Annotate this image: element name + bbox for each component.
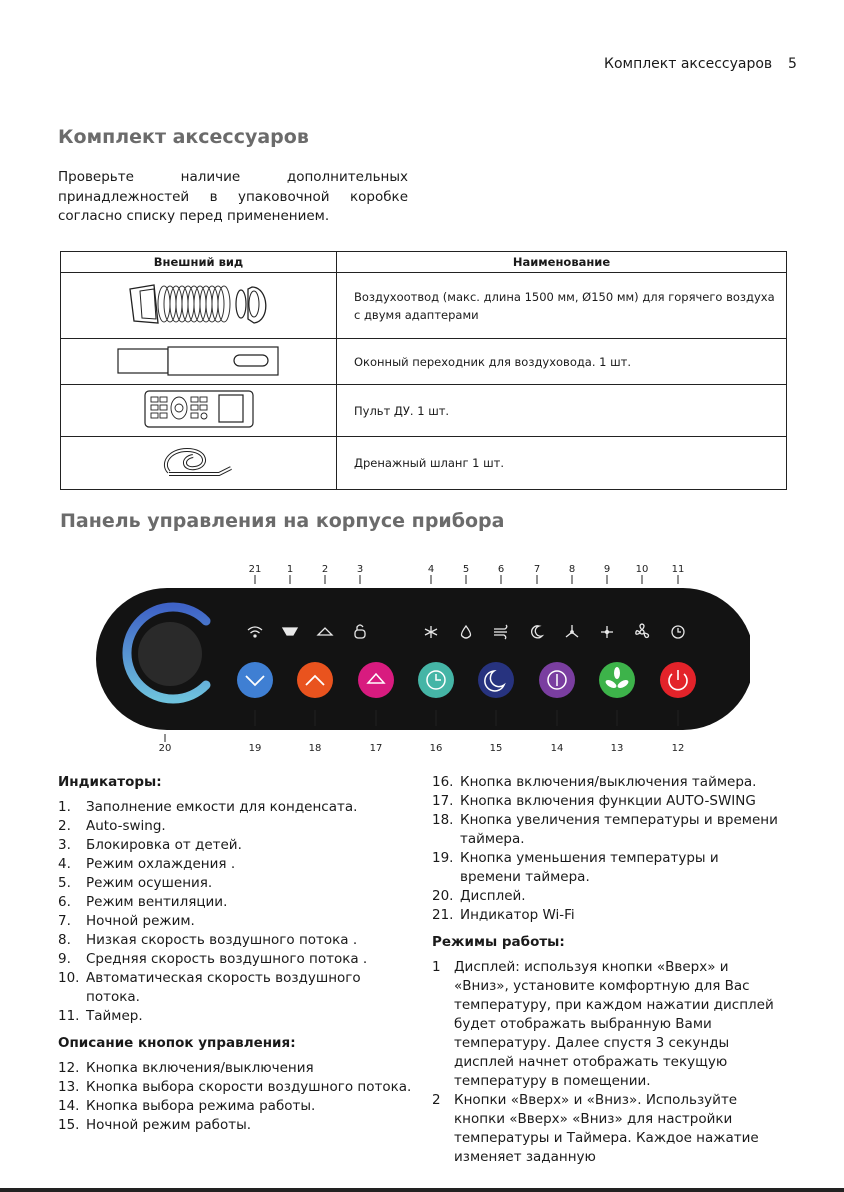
item-text: Кнопка выбора скорости воздушного потока.: [86, 1079, 412, 1095]
item-number: 2: [432, 1092, 441, 1108]
indicators-list: [58, 798, 418, 1026]
buttons-list: [58, 1059, 418, 1135]
item-number: 15.: [58, 1117, 80, 1133]
list-item: [58, 912, 418, 931]
item-text: Кнопка выбора режима работы.: [86, 1098, 316, 1114]
drain-hose-icon: [61, 437, 337, 490]
list-item: [58, 1078, 418, 1097]
item-text: Автоматическая скорость воздушного потока.: [86, 970, 361, 1005]
table-header-appearance: Внешний вид: [61, 252, 337, 273]
item-number: 20.: [432, 888, 454, 904]
table-cell-name: Дренажный шланг 1 шт.: [337, 437, 787, 490]
page-number: 5: [788, 56, 797, 72]
list-item: [58, 969, 418, 1007]
list-item: [432, 792, 782, 811]
buttons-list-continued: [432, 773, 782, 925]
callout-number: 13: [610, 743, 624, 754]
modes-list: [432, 958, 782, 1167]
callout-number: 7: [533, 564, 541, 575]
item-number: 2.: [58, 818, 71, 834]
item-text: Кнопка уменьшения температуры и времени таймера.: [460, 850, 719, 885]
callout-number: 9: [603, 564, 611, 575]
left-column: [58, 773, 418, 1135]
item-number: 11.: [58, 1008, 80, 1024]
list-item: [432, 906, 782, 925]
list-item: [58, 1097, 418, 1116]
remote-control-icon: [61, 385, 337, 437]
item-text: Дисплей: используя кнопки «Вверх» и «Вниз», установите комфортную для Вас температуру, при каждом нажатии дисплей будет отображать выбранную Вами температуру. Далее спустя 3 секунды дисплей начнет отображать текущую температуру в помещении.: [454, 959, 774, 1089]
item-number: 6.: [58, 894, 71, 910]
section-title-control-panel: Панель управления на корпусе прибора: [60, 510, 505, 532]
indicators-heading: Индикаторы:: [58, 774, 162, 790]
table-row: [61, 273, 787, 339]
callout-number: 3: [356, 564, 364, 575]
item-number: 19.: [432, 850, 454, 866]
list-item: [58, 893, 418, 912]
power-button[interactable]: [660, 662, 696, 698]
list-item: [58, 950, 418, 969]
item-text: Ночной режим.: [86, 913, 195, 929]
item-text: Режим вентиляции.: [86, 894, 228, 910]
table-cell-name: Воздухоотвод (макс. длина 1500 мм, Ø150 мм) для горячего воздуха с двумя адаптерами: [337, 273, 787, 339]
item-text: Индикатор Wi-Fi: [460, 907, 575, 923]
callout-number: 20: [158, 743, 172, 754]
section-title-accessories: Комплект аксессуаров: [58, 126, 309, 148]
list-item: [58, 1116, 418, 1135]
fan-speed-button[interactable]: [599, 662, 635, 698]
list-item: [432, 773, 782, 792]
mode-button[interactable]: [539, 662, 575, 698]
buttons-heading: Описание кнопок управления:: [58, 1035, 296, 1051]
list-item: [58, 817, 418, 836]
item-number: 5.: [58, 875, 71, 891]
list-item: [58, 931, 418, 950]
callout-number: 21: [248, 564, 262, 575]
item-text: Блокировка от детей.: [86, 837, 242, 853]
list-item: [58, 855, 418, 874]
callout-number: 16: [429, 743, 443, 754]
list-item: [432, 958, 782, 1091]
item-number: 10.: [58, 970, 80, 986]
modes-heading: Режимы работы:: [432, 934, 565, 950]
swing-button[interactable]: [358, 662, 394, 698]
callout-number: 5: [462, 564, 470, 575]
callout-number: 18: [308, 743, 322, 754]
running-header: Комплект аксессуаров: [604, 56, 773, 72]
item-number: 8.: [58, 932, 71, 948]
up-button[interactable]: [297, 662, 333, 698]
list-item: [432, 811, 782, 849]
top-callout-numbers: [249, 564, 685, 575]
item-text: Режим охлаждения .: [86, 856, 236, 872]
list-item: [58, 1059, 418, 1078]
callout-number: 10: [635, 564, 649, 575]
control-panel-diagram: [90, 550, 750, 764]
accessories-table: [60, 251, 787, 490]
table-cell-name: Пульт ДУ. 1 шт.: [337, 385, 787, 437]
table-row: [61, 437, 787, 490]
item-text: Кнопка включения/выключения: [86, 1060, 314, 1076]
item-number: 21.: [432, 907, 454, 923]
item-text: Средняя скорость воздушного потока .: [86, 951, 368, 967]
item-number: 12.: [58, 1060, 80, 1076]
intro-paragraph: Проверьте наличие дополнительных принадлежностей в упаковочной коробке согласно списку перед применением.: [58, 169, 408, 224]
down-button[interactable]: [237, 662, 273, 698]
item-number: 1: [432, 959, 441, 975]
display: [138, 622, 202, 686]
night-mode-button[interactable]: [478, 662, 514, 698]
item-number: 7.: [58, 913, 71, 929]
item-text: Кнопка включения/выключения таймера.: [460, 774, 757, 790]
list-item: [58, 798, 418, 817]
item-number: 13.: [58, 1079, 80, 1095]
callout-number: 17: [369, 743, 383, 754]
bottom-callout-numbers: [159, 743, 685, 754]
item-text: Кнопки «Вверх» и «Вниз». Используйте кнопки «Вверх» «Вниз» для настройки температуры и Таймера. Каждое нажатие изменяет заданную: [454, 1092, 759, 1165]
list-item: [58, 836, 418, 855]
air-duct-icon: [61, 273, 337, 339]
table-row: [61, 339, 787, 385]
item-text: Дисплей.: [460, 888, 526, 904]
callout-number: 15: [489, 743, 503, 754]
callout-number: 12: [671, 743, 685, 754]
callout-number: 1: [286, 564, 294, 575]
item-text: Заполнение емкости для конденсата.: [86, 799, 358, 815]
item-number: 18.: [432, 812, 454, 828]
list-item: [432, 1091, 782, 1167]
page-bottom-rule: [0, 1188, 844, 1192]
callout-number: 14: [550, 743, 564, 754]
table-header-row: [61, 252, 787, 273]
item-text: Кнопка увеличения температуры и времени таймера.: [460, 812, 778, 847]
item-text: Низкая скорость воздушного потока .: [86, 932, 358, 948]
table-header-name: Наименование: [337, 252, 787, 273]
list-item: [432, 887, 782, 906]
item-number: 14.: [58, 1098, 80, 1114]
item-text: Режим осушения.: [86, 875, 213, 891]
callout-number: 19: [248, 743, 262, 754]
callout-number: 8: [568, 564, 576, 575]
item-text: Таймер.: [86, 1008, 143, 1024]
callout-number: 6: [497, 564, 505, 575]
item-number: 4.: [58, 856, 71, 872]
list-item: [58, 874, 418, 893]
table-row: [61, 385, 787, 437]
item-number: 17.: [432, 793, 454, 809]
list-item: [432, 849, 782, 887]
item-text: Ночной режим работы.: [86, 1117, 252, 1133]
list-item: [58, 1007, 418, 1026]
window-adapter-icon: [61, 339, 337, 385]
item-text: Auto-swing.: [86, 818, 166, 834]
item-number: 9.: [58, 951, 71, 967]
table-cell-name: Оконный переходник для воздуховода. 1 шт.: [337, 339, 787, 385]
item-number: 16.: [432, 774, 454, 790]
item-text: Кнопка включения функции AUTO-SWING: [460, 793, 756, 809]
callout-number: 2: [321, 564, 329, 575]
callout-number: 11: [671, 564, 685, 575]
item-number: 1.: [58, 799, 71, 815]
callout-number: 4: [427, 564, 435, 575]
right-column: [432, 773, 782, 1167]
item-number: 3.: [58, 837, 71, 853]
timer-button[interactable]: [418, 662, 454, 698]
